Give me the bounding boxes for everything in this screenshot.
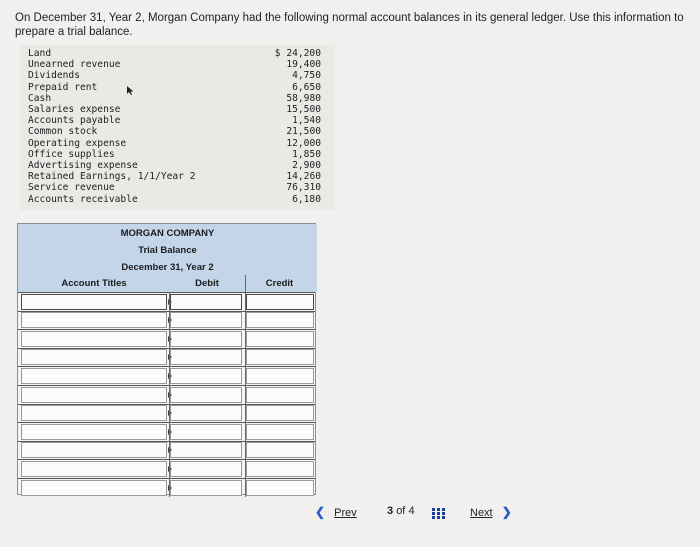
header-divider bbox=[245, 275, 246, 292]
of-label: of bbox=[396, 505, 406, 517]
account-name: Office supplies bbox=[28, 148, 115, 160]
account-title-input[interactable] bbox=[21, 368, 167, 384]
next-button[interactable] bbox=[470, 505, 512, 525]
column-divider bbox=[169, 292, 170, 497]
credit-input[interactable] bbox=[246, 294, 314, 310]
question-prompt: On December 31, Year 2, Morgan Company had the following normal account balances in its general ledger. Use this information to prepare a trial balance. bbox=[15, 12, 684, 38]
prev-label: Prev bbox=[334, 507, 357, 519]
account-balance: 15,500 bbox=[286, 104, 321, 115]
prev-button[interactable] bbox=[315, 505, 357, 525]
column-divider bbox=[245, 292, 246, 497]
debit-input[interactable] bbox=[170, 480, 242, 496]
account-balance: 1,540 bbox=[292, 115, 321, 127]
credit-input[interactable] bbox=[246, 461, 314, 477]
account-name: Service revenue bbox=[28, 182, 115, 194]
debit-input[interactable] bbox=[170, 442, 242, 458]
account-balance: 58,980 bbox=[286, 92, 321, 104]
credit-input[interactable] bbox=[246, 331, 314, 347]
account-name: Accounts payable bbox=[28, 115, 121, 127]
column-debit: Debit bbox=[195, 278, 219, 289]
account-balance: 6,650 bbox=[292, 81, 321, 93]
account-balance: 19,400 bbox=[286, 59, 321, 71]
debit-input[interactable] bbox=[170, 312, 242, 328]
account-name: Dividends bbox=[28, 70, 80, 82]
account-balance: 21,500 bbox=[286, 126, 321, 138]
account-title-input[interactable] bbox=[21, 480, 167, 496]
account-balance: 4,750 bbox=[292, 70, 321, 82]
account-balance: 76,310 bbox=[286, 182, 321, 194]
account-title-input[interactable] bbox=[21, 349, 167, 365]
ledger-balances bbox=[20, 45, 335, 210]
account-name: Prepaid rent bbox=[28, 81, 98, 93]
chevron-right-icon: ❯ bbox=[501, 505, 512, 519]
account-title-input[interactable] bbox=[21, 442, 167, 458]
account-balance: 12,000 bbox=[286, 137, 321, 149]
account-title-input[interactable] bbox=[21, 312, 167, 328]
next-label: Next bbox=[470, 507, 493, 519]
total-pages: 4 bbox=[408, 505, 415, 517]
debit-input[interactable] bbox=[170, 331, 242, 347]
column-credit: Credit bbox=[265, 278, 294, 289]
account-balance: 2,900 bbox=[292, 160, 321, 171]
credit-input[interactable] bbox=[246, 405, 314, 421]
account-title-input[interactable] bbox=[21, 294, 167, 310]
account-title-input[interactable] bbox=[21, 387, 167, 403]
column-account-titles: Account Titles bbox=[61, 278, 127, 289]
credit-input[interactable] bbox=[246, 387, 314, 403]
credit-input[interactable] bbox=[246, 349, 314, 365]
credit-input[interactable] bbox=[246, 480, 314, 496]
account-title-input[interactable] bbox=[21, 461, 167, 477]
credit-input[interactable] bbox=[246, 424, 314, 440]
account-name: Accounts receivable bbox=[28, 193, 138, 205]
company-name: MORGAN COMPANY bbox=[120, 228, 215, 239]
trial-balance-table bbox=[17, 223, 316, 495]
debit-input[interactable] bbox=[170, 424, 242, 440]
page-indicator bbox=[387, 505, 415, 525]
debit-input[interactable] bbox=[170, 405, 242, 421]
account-balance: $ 24,200 bbox=[274, 48, 321, 59]
debit-input[interactable] bbox=[170, 294, 242, 310]
account-name: Retained Earnings, 1/1/Year 2 bbox=[28, 171, 196, 183]
account-name: Common stock bbox=[28, 126, 98, 138]
account-name: Cash bbox=[28, 92, 52, 104]
credit-input[interactable] bbox=[246, 442, 314, 458]
debit-input[interactable] bbox=[170, 349, 242, 365]
account-name: Salaries expense bbox=[28, 104, 121, 115]
account-name: Unearned revenue bbox=[28, 59, 121, 71]
report-date: December 31, Year 2 bbox=[121, 262, 214, 273]
grid-menu-icon[interactable] bbox=[432, 508, 445, 519]
credit-input[interactable] bbox=[246, 368, 314, 384]
mouse-cursor-icon bbox=[125, 85, 135, 95]
debit-input[interactable] bbox=[170, 368, 242, 384]
account-title-input[interactable] bbox=[21, 405, 167, 421]
account-balance: 14,260 bbox=[286, 171, 321, 183]
account-balance: 1,850 bbox=[292, 148, 321, 160]
chevron-left-icon: ❮ bbox=[315, 505, 326, 519]
report-title: Trial Balance bbox=[138, 245, 197, 256]
account-name: Land bbox=[28, 48, 52, 59]
account-name: Advertising expense bbox=[28, 160, 138, 171]
current-page: 3 bbox=[387, 505, 394, 517]
credit-input[interactable] bbox=[246, 312, 314, 328]
account-title-input[interactable] bbox=[21, 331, 167, 347]
debit-input[interactable] bbox=[170, 461, 242, 477]
account-balance: 6,180 bbox=[292, 193, 321, 205]
account-name: Operating expense bbox=[28, 137, 127, 149]
debit-input[interactable] bbox=[170, 387, 242, 403]
account-title-input[interactable] bbox=[21, 424, 167, 440]
